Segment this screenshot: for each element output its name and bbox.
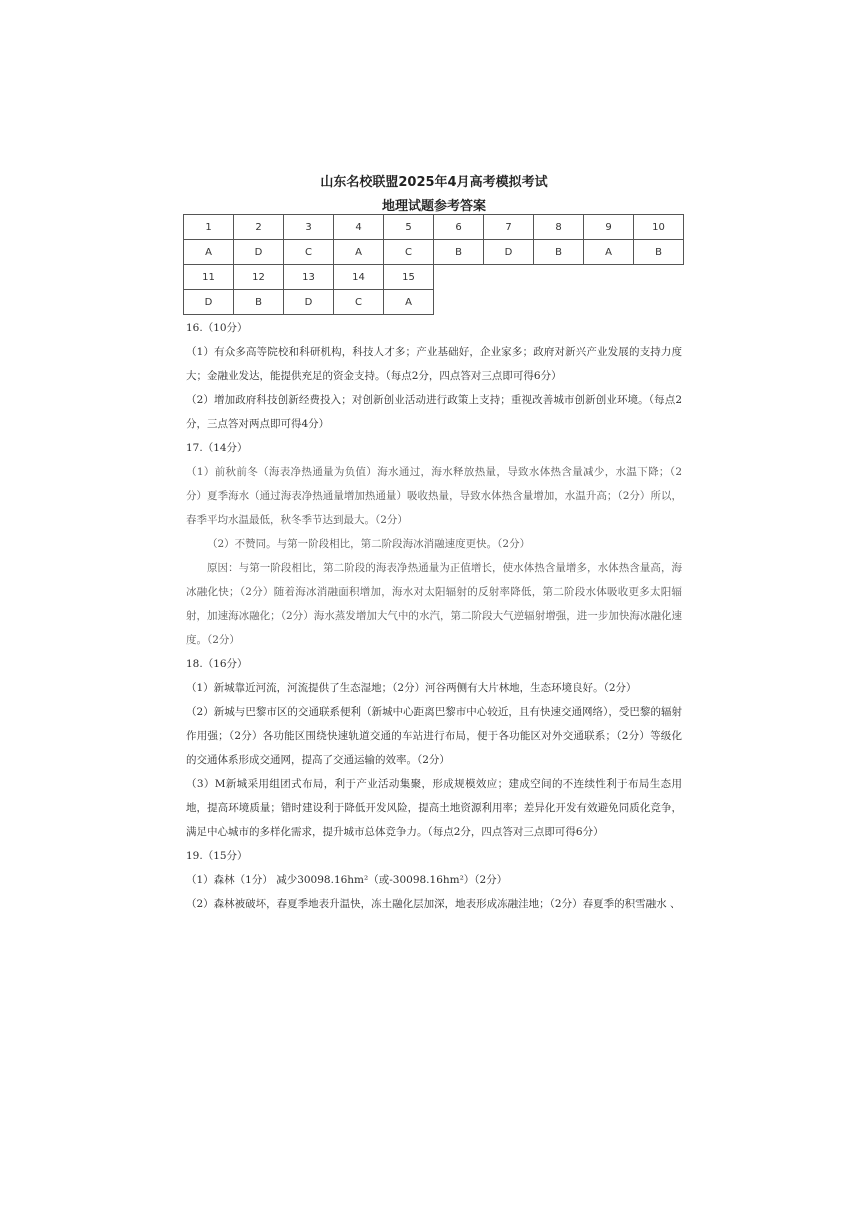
question-19-part-1: （1）森林（1分） 减少30098.16hm²（或-30098.16hm²）（2分） (186, 874, 508, 886)
table-cell: 7 (484, 215, 534, 240)
empty-cell (584, 290, 634, 315)
table-row (184, 215, 684, 240)
table-cell: A (334, 240, 384, 265)
table-cell: C (284, 240, 334, 265)
empty-cell (634, 290, 684, 315)
table-row (184, 265, 684, 290)
answer-table (183, 214, 684, 315)
table-cell: C (334, 290, 384, 315)
table-cell: B (434, 240, 484, 265)
empty-cell (534, 265, 584, 290)
table-cell: 4 (334, 215, 384, 240)
table-cell: 2 (234, 215, 284, 240)
question-17-part-2: （2）不赞同。与第一阶段相比，第二阶段海冰消融速度更快。（2分） (207, 538, 531, 550)
table-cell: B (234, 290, 284, 315)
table-row (184, 240, 684, 265)
table-cell: 6 (434, 215, 484, 240)
table-row (184, 290, 684, 315)
exam-subtitle: 地理试题参考答案 (381, 199, 486, 214)
table-cell: 5 (384, 215, 434, 240)
table-cell: B (534, 240, 584, 265)
table-cell: 12 (234, 265, 284, 290)
table-cell: 3 (284, 215, 334, 240)
table-cell: B (634, 240, 684, 265)
question-16-part-2: （2）增加政府科技创新经费投入；对创新创业活动进行政策上支持；重视改善城市创新创业环境。（每点2分，三点答对两点即可得4分） (186, 394, 682, 430)
question-17-part-1: （1）前秋前冬（海表净热通量为负值）海水通过，海水释放热量，导致水体热含量减少，水温下降；（2分）夏季海水（通过海表净热通量增加热通量）吸收热量，导致水体热含量增加，水温升高；（2分）所以，春季平均水温最低，秋冬季节达到最大。（2分） (186, 466, 682, 526)
table-cell: 15 (384, 265, 434, 290)
question-18-part-2: （2）新城与巴黎市区的交通联系便利（新城中心距离巴黎市中心较近，且有快速交通网络），受巴黎的辐射作用强；（2分）各功能区围绕快速轨道交通的车站进行布局，便于各功能区对外交通联系；（2分）等级化的交通体系形成交通网，提高了交通运输的效率。（2分） (186, 706, 682, 766)
table-cell: D (184, 290, 234, 315)
question-17-heading: 17.（14分） (186, 442, 248, 454)
table-cell: 10 (634, 215, 684, 240)
table-cell: 8 (534, 215, 584, 240)
table-cell: A (584, 240, 634, 265)
empty-cell (484, 290, 534, 315)
table-cell: 13 (284, 265, 334, 290)
question-17-reason: 原因：与第一阶段相比，第二阶段的海表净热通量为正值增长，使水体热含量增多，水体热含量高，海冰融化快；（2分）随着海冰消融面积增加，海水对太阳辐射的反射率降低，第二阶段水体吸收更多太阳辐射，加速海冰融化；（2分）海水蒸发增加大气中的水汽，第二阶段大气逆辐射增强，进一步加快海冰融化速度。（2分） (186, 562, 682, 646)
question-19-part-2: （2）森林被破坏，春夏季地表升温快，冻土融化层加深，地表形成冻融洼地；（2分）春夏季的积雪融水 、 (186, 898, 681, 910)
empty-cell (434, 265, 484, 290)
exam-title: 山东名校联盟2025年4月高考模拟考试 (320, 175, 548, 190)
question-18-part-1: （1）新城靠近河流，河流提供了生态湿地；（2分）河谷两侧有大片林地，生态环境良好。（2分） (186, 682, 637, 694)
empty-cell (434, 290, 484, 315)
table-cell: C (384, 240, 434, 265)
table-cell: A (184, 240, 234, 265)
empty-cell (484, 265, 534, 290)
table-cell: 1 (184, 215, 234, 240)
table-cell: 11 (184, 265, 234, 290)
table-cell: D (484, 240, 534, 265)
table-cell: 14 (334, 265, 384, 290)
answer-content (186, 316, 682, 916)
empty-cell (584, 265, 634, 290)
table-cell: 9 (584, 215, 634, 240)
question-19-heading: 19.（15分） (186, 850, 248, 862)
question-18-heading: 18.（16分） (186, 658, 248, 670)
empty-cell (634, 265, 684, 290)
table-cell: D (234, 240, 284, 265)
question-18-part-3: （3）M新城采用组团式布局，利于产业活动集聚，形成规模效应；建成空间的不连续性利于布局生态用地，提高环境质量；错时建设利于降低开发风险，提高土地资源利用率；差异化开发有效避免同质化竞争，满足中心城市的多样化需求，提升城市总体竞争力。（每点2分，四点答对三点即可得6分） (186, 778, 682, 838)
table-cell: A (384, 290, 434, 315)
question-16-heading: 16.（10分） (186, 322, 248, 334)
table-cell: D (284, 290, 334, 315)
empty-cell (534, 290, 584, 315)
question-16-part-1: （1）有众多高等院校和科研机构，科技人才多；产业基础好，企业家多；政府对新兴产业发展的支持力度大；金融业发达，能提供充足的资金支持。（每点2分，四点答对三点即可得6分） (186, 346, 682, 382)
